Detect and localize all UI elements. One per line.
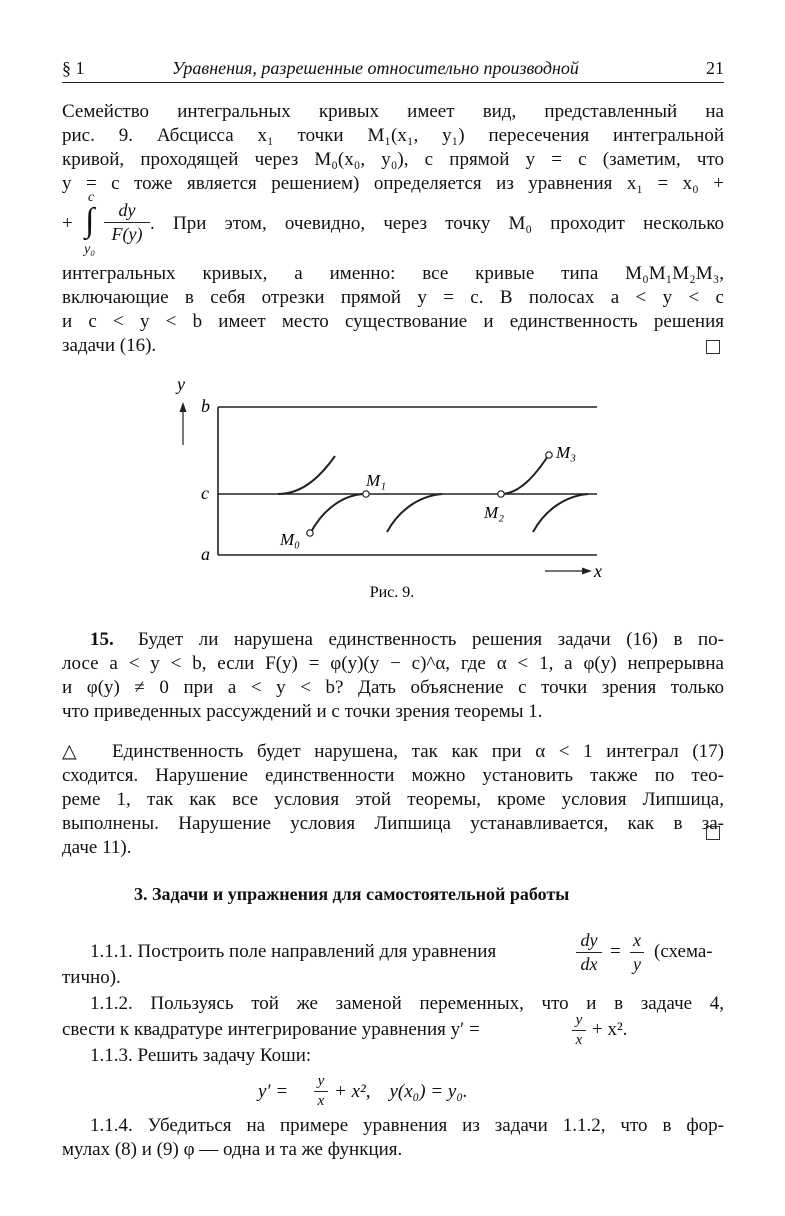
exercise-1-1-2-tail: + x². — [592, 1019, 628, 1040]
integral-curve-5 — [533, 494, 588, 532]
label-M1: M₁ — [366, 471, 387, 490]
integral-curve-3 — [387, 494, 442, 532]
answer-line-5: даче 11). — [62, 837, 132, 858]
x-axis-label: x — [594, 561, 602, 581]
end-of-solution-mark — [706, 826, 720, 840]
label-c: c — [201, 483, 209, 503]
intro-line-1: Семейство интегральных кривых имеет вид, представленный на — [62, 101, 724, 122]
page-number: 21 — [706, 58, 724, 78]
solution-mark: △ — [62, 741, 77, 762]
answer-line-3: реме 1, так как все условия этой теоремы, кроме условия Липшица, — [62, 789, 724, 810]
label-b: b — [201, 396, 210, 416]
exercise-1-1-1-text: 1.1.1. Построить поле направлений для уравнения — [90, 941, 497, 962]
fraction-denominator: F(y) — [111, 224, 143, 244]
fraction-denominator: x — [317, 1093, 325, 1109]
exercise-1-1-3-line-1: 1.1.3. Решить задачу Коши: — [90, 1045, 312, 1066]
section-3-heading: 3. Задачи и упражнения для самостоятельной работы — [134, 884, 570, 904]
integral-sign: ∫ — [85, 202, 95, 239]
label-M2: M₂ — [484, 503, 505, 522]
rhs-numerator: x — [633, 930, 641, 950]
point-M2 — [498, 491, 504, 497]
exercise-1-1-1-tail: (схема- — [654, 941, 713, 962]
problem-15-line-3: и φ(y) ≠ 0 при a < y < b? Дать объяснение с точки зрения только — [62, 677, 724, 698]
lhs-denominator: dx — [580, 954, 598, 974]
exercise-1-1-1-line-2: тично). — [62, 967, 121, 988]
fraction-numerator: y — [575, 1012, 583, 1028]
rhs-denominator: y — [633, 954, 641, 974]
cauchy-formula-lhs: y′ = — [258, 1081, 289, 1102]
intro-line-4: y = c тоже является решением) определяется из уравнения x₁ = x₀ + — [62, 173, 724, 194]
exercise-1-1-2-line-2: свести к квадратуре интегрирование уравнения y′ = — [62, 1019, 480, 1040]
lhs-numerator: dy — [580, 930, 598, 950]
intro-line-7: включающие в себя отрезки прямой y = c. В полосах a < y < c — [62, 287, 724, 308]
point-M0 — [307, 530, 313, 536]
header-title: Уравнения, разрешенные относительно производной — [172, 58, 579, 78]
y-axis-arrowhead — [180, 402, 187, 412]
exercise-1-1-4-line-2: мулах (8) и (9) φ — одна и та же функция. — [62, 1139, 403, 1160]
label-a: a — [201, 544, 210, 564]
integral-curve-2 — [311, 494, 366, 532]
integral-lower-limit: y₀ — [84, 242, 96, 257]
problem-15-number: 15. — [90, 629, 114, 650]
integral-upper-limit: c — [88, 190, 95, 205]
intro-line-6: интегральных кривых, а именно: все кривые типа M₀M₁M₂M₃, — [62, 263, 724, 284]
y-axis-label: y — [177, 374, 185, 394]
label-M3: M₃ — [556, 443, 577, 462]
fraction-numerator: y — [317, 1073, 325, 1089]
integral-plus: + — [62, 213, 73, 234]
exercise-1-1-2-line-1: 1.1.2. Пользуясь той же заменой переменных, что и в задаче 4, — [90, 993, 724, 1014]
fraction-denominator: x — [575, 1032, 583, 1048]
intro-line-5: . При этом, очевидно, через точку M₀ проходит несколько — [150, 213, 724, 234]
problem-15-line-4: что приведенных рассуждений и с точки зрения теоремы 1. — [62, 701, 543, 722]
answer-line-4: выполнены. Нарушение условия Липшица устанавливается, как в за- — [62, 813, 724, 834]
x-axis-arrowhead — [582, 568, 592, 575]
fraction-numerator: dy — [118, 200, 136, 220]
exercise-1-1-1-lhs-fraction — [576, 930, 602, 975]
answer-line-1: Единственность будет нарушена, так как при α < 1 интеграл (17) — [112, 741, 724, 762]
point-M1 — [363, 491, 369, 497]
point-M3 — [546, 452, 552, 458]
cauchy-formula-fraction — [314, 1073, 328, 1110]
label-M0: M₀ — [280, 530, 301, 549]
answer-line-2: сходится. Нарушение единственности можно установить также по тео- — [62, 765, 724, 786]
exercise-1-1-1-equals: = — [610, 941, 621, 962]
integral-curve-4 — [501, 456, 548, 494]
exercise-1-1-1-rhs-fraction — [630, 930, 644, 975]
cauchy-formula-rhs: + x², y(x₀) = y₀. — [334, 1081, 468, 1102]
section-mark: § 1 — [62, 58, 85, 78]
intro-line-2: рис. 9. Абсцисса x₁ точки M₁(x₁, y₁) пересечения интегральной — [62, 125, 724, 146]
intro-line-8: и c < y < b имеет место существование и единственность решения — [62, 311, 724, 332]
intro-line-3: кривой, проходящей через M₀(x₀, y₀), с прямой y = c (заметим, что — [62, 149, 724, 170]
intro-line-9: задачи (16). — [62, 335, 157, 356]
problem-15-line-1: Будет ли нарушена единственность решения задачи (16) в по- — [138, 629, 724, 650]
problem-15-line-2: лосе a < y < b, если F(y) = φ(y)(y − c)^α, где α < 1, а φ(y) непрерывна — [62, 653, 724, 674]
exercise-1-1-4-line-1: 1.1.4. Убедиться на примере уравнения из задачи 1.1.2, что в фор- — [90, 1115, 724, 1136]
exercise-1-1-2-fraction — [572, 1012, 586, 1049]
figure-caption: Рис. 9. — [369, 584, 415, 601]
integral-curve-1 — [278, 456, 335, 494]
